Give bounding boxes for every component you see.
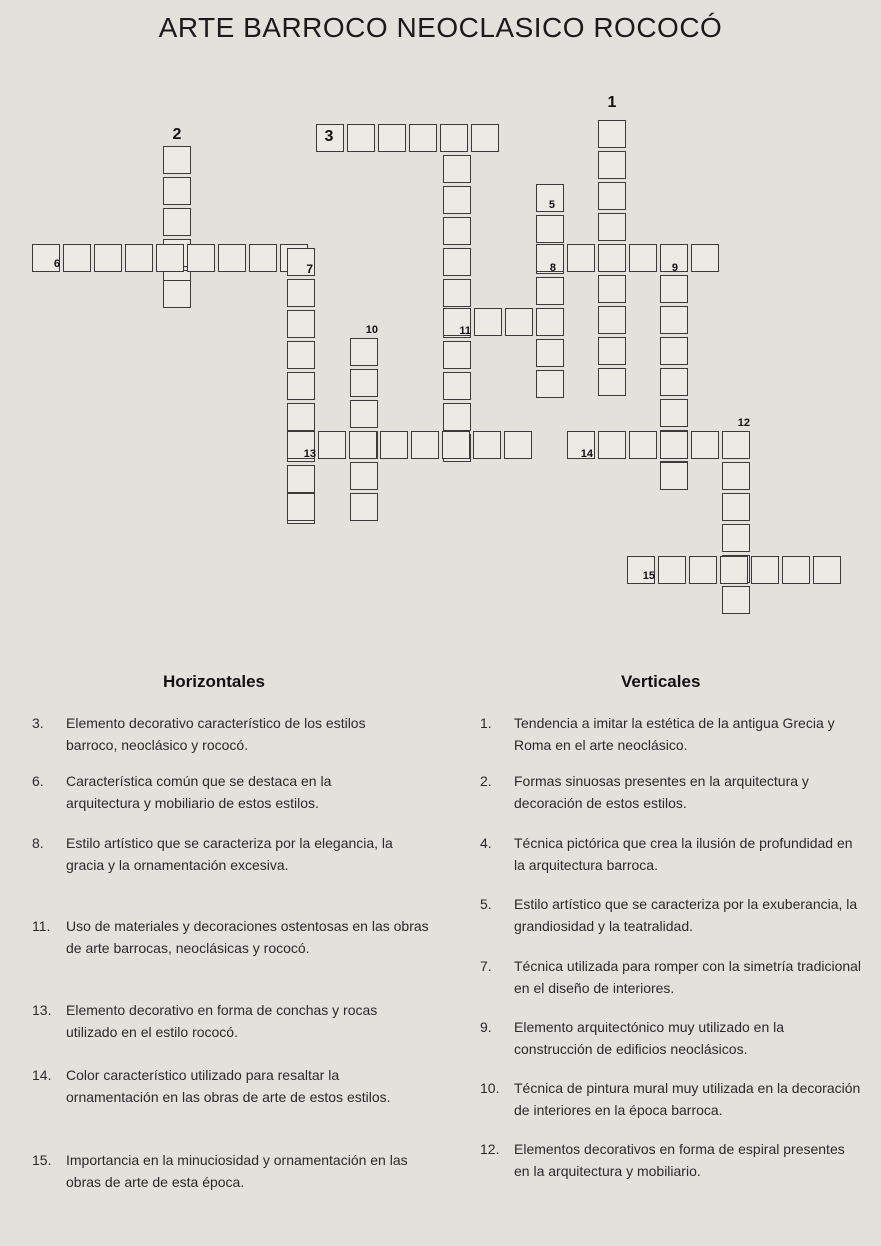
crossword-cell[interactable] [782,556,810,584]
crossword-cell[interactable] [440,124,468,152]
horizontal-clue [32,1064,442,1108]
crossword-cell[interactable] [409,124,437,152]
crossword-cell[interactable] [443,372,471,400]
crossword-cell[interactable] [287,372,315,400]
clue-number: 3. [32,715,44,731]
clue-number: 7. [480,958,492,974]
horizontal-clue [32,712,442,756]
crossword-cell[interactable] [598,337,626,365]
crossword-cell[interactable] [378,124,406,152]
crossword-cell[interactable] [347,124,375,152]
crossword-cell[interactable] [443,155,471,183]
crossword-cell[interactable] [442,431,470,459]
clue-text: Estilo artístico que se caracteriza por la elegancia, la gracia y la ornamentación excesiva. [66,835,393,873]
crossword-cell[interactable] [287,341,315,369]
crossword-cell[interactable] [287,310,315,338]
clue-text: Tendencia a imitar la estética de la antigua Grecia y Roma en el arte neoclásico. [514,715,835,753]
vertical-clue [480,832,870,876]
vertical-clue [480,1077,870,1121]
crossword-cell[interactable] [598,182,626,210]
clue-number: 5. [480,896,492,912]
horizontal-heading: Horizontales [163,672,266,691]
grid-number-15: 15 [642,570,655,582]
clue-number: 13. [32,1002,52,1018]
crossword-cell[interactable] [722,586,750,614]
crossword-cell[interactable] [598,213,626,241]
crossword-cell[interactable] [598,120,626,148]
crossword-cell[interactable] [443,217,471,245]
vertical-clue [480,1016,870,1060]
crossword-cell[interactable] [536,339,564,367]
grid-number-8: 8 [549,262,556,274]
crossword-cell[interactable] [536,277,564,305]
vertical-heading: Verticales [621,672,701,691]
vertical-clue [480,770,870,814]
horizontal-clue [32,770,442,814]
crossword-cell[interactable] [505,308,533,336]
crossword-cell[interactable] [163,177,191,205]
crossword-cell[interactable] [598,306,626,334]
clue-number: 14. [32,1067,52,1083]
crossword-cell[interactable] [350,462,378,490]
clue-text: Característica común que se destaca en la arquitectura y mobiliario de estos estilos. [66,773,332,811]
crossword-cell[interactable] [350,338,378,366]
crossword-cell[interactable] [287,493,315,521]
clue-number: 4. [480,835,492,851]
grid-number-12: 12 [737,417,750,429]
vertical-clue [480,955,870,999]
horizontal-clue [32,832,442,876]
crossword-cell[interactable] [287,465,315,493]
crossword-cell[interactable] [125,244,153,272]
clue-number: 15. [32,1152,52,1168]
crossword-cell[interactable] [318,431,346,459]
clue-number: 1. [480,715,492,731]
grid-number-7: 7 [306,262,313,276]
crossword-cell[interactable] [598,431,626,459]
crossword-cell[interactable] [689,556,717,584]
crossword-cell[interactable] [349,431,377,459]
crossword-cell[interactable] [722,493,750,521]
clue-number: 8. [32,835,44,851]
grid-number-1: 1 [607,94,617,111]
grid-number-3: 3 [324,128,334,145]
crossword-cell[interactable] [474,308,502,336]
crossword-cell[interactable] [660,399,688,427]
crossword-cell[interactable] [504,431,532,459]
crossword-cell[interactable] [660,306,688,334]
clue-text: Elemento decorativo característico de los estilos barroco, neoclásico y rococó. [66,715,366,753]
vertical-clue [480,712,870,756]
grid-number-10: 10 [365,324,378,336]
crossword-cell[interactable] [443,403,471,431]
crossword-cell[interactable] [536,215,564,243]
crossword-cell[interactable] [94,244,122,272]
crossword-cell[interactable] [722,462,750,490]
crossword-cell[interactable] [660,462,688,490]
crossword-cell[interactable] [660,337,688,365]
crossword-cell[interactable] [287,279,315,307]
crossword-cell[interactable] [380,431,408,459]
crossword-cell[interactable] [691,244,719,272]
crossword-cell[interactable] [218,244,246,272]
crossword-cell[interactable] [536,308,564,336]
grid-number-6: 6 [53,258,60,270]
horizontal-clue [32,1149,442,1193]
crossword-cell[interactable] [567,244,595,272]
clue-text: Técnica de pintura mural muy utilizada en la decoración de interiores en la época barroca. [514,1080,861,1118]
crossword-cell[interactable] [660,368,688,396]
crossword-cell[interactable] [720,556,748,584]
crossword-cell[interactable] [660,431,688,459]
grid-number-5: 5 [548,199,555,211]
clue-text: Color característico utilizado para resaltar la ornamentación en las obras de arte de estos estilos. [66,1067,391,1105]
clue-number: 12. [480,1141,500,1157]
grid-number-14: 14 [580,448,593,460]
clue-number: 6. [32,773,44,789]
crossword-cell[interactable] [350,369,378,397]
clue-text: Uso de materiales y decoraciones ostentosas en las obras de arte barrocas, neoclásicas y rococó. [66,918,429,956]
grid-number-13: 13 [303,448,316,460]
clue-text: Elemento arquitectónico muy utilizado en la construcción de edificios neoclásicos. [514,1019,785,1057]
crossword-cell[interactable] [471,124,499,152]
clue-number: 2. [480,773,492,789]
page-title: ARTE BARROCO NEOCLASICO ROCOCÓ [158,12,723,43]
crossword-cell[interactable] [350,400,378,428]
grid-number-9: 9 [671,262,678,274]
vertical-clue [480,893,870,937]
crossword-cell[interactable] [163,280,191,308]
clue-number: 9. [480,1019,492,1035]
crossword-cell[interactable] [443,248,471,276]
clue-text: Importancia en la minuciosidad y ornamentación en las obras de arte de esta época. [66,1152,408,1190]
horizontal-clue [32,915,442,959]
clue-number: 10. [480,1080,500,1096]
clue-text: Elemento decorativo en forma de conchas y rocas utilizado en el estilo rococó. [66,1002,378,1040]
crossword-cell[interactable] [598,368,626,396]
crossword-cell[interactable] [249,244,277,272]
crossword-cell[interactable] [473,431,501,459]
vertical-clue [480,1138,870,1182]
crossword-cell[interactable] [722,524,750,552]
clue-number: 11. [32,918,51,934]
grid-number-11: 11 [459,325,471,337]
clue-text: Formas sinuosas presentes en la arquitectura y decoración de estos estilos. [514,773,809,811]
crossword-cell[interactable] [722,431,750,459]
crossword-cell[interactable] [629,431,657,459]
clue-text: Elementos decorativos en forma de espiral presentes en la arquitectura y mobiliario. [514,1141,845,1179]
crossword-cell[interactable] [443,341,471,369]
crossword-cell[interactable] [598,244,626,272]
clue-text: Técnica pictórica que crea la ilusión de profundidad en la arquitectura barroca. [514,835,853,873]
crossword-cell[interactable] [350,493,378,521]
crossword-cell[interactable] [187,244,215,272]
grid-number-2: 2 [172,126,182,143]
crossword-cell[interactable] [163,146,191,174]
crossword-cell[interactable] [443,279,471,307]
crossword-cell[interactable] [598,275,626,303]
crossword-cell[interactable] [751,556,779,584]
crossword-cell[interactable] [536,370,564,398]
crossword-cell[interactable] [660,275,688,303]
clue-text: Estilo artístico que se caracteriza por la exuberancia, la grandiosidad y la teatralidad. [514,896,858,934]
crossword-cell[interactable] [443,186,471,214]
crossword-cell[interactable] [813,556,841,584]
crossword-cell[interactable] [598,151,626,179]
crossword-cell[interactable] [411,431,439,459]
crossword-cell[interactable] [156,244,184,272]
crossword-cell[interactable] [658,556,686,584]
crossword-cell[interactable] [63,244,91,272]
crossword-cell[interactable] [163,208,191,236]
horizontal-clue [32,999,442,1043]
crossword-cell[interactable] [691,431,719,459]
crossword-cell[interactable] [287,403,315,431]
clue-text: Técnica utilizada para romper con la simetría tradicional en el diseño de interiores. [514,958,862,996]
